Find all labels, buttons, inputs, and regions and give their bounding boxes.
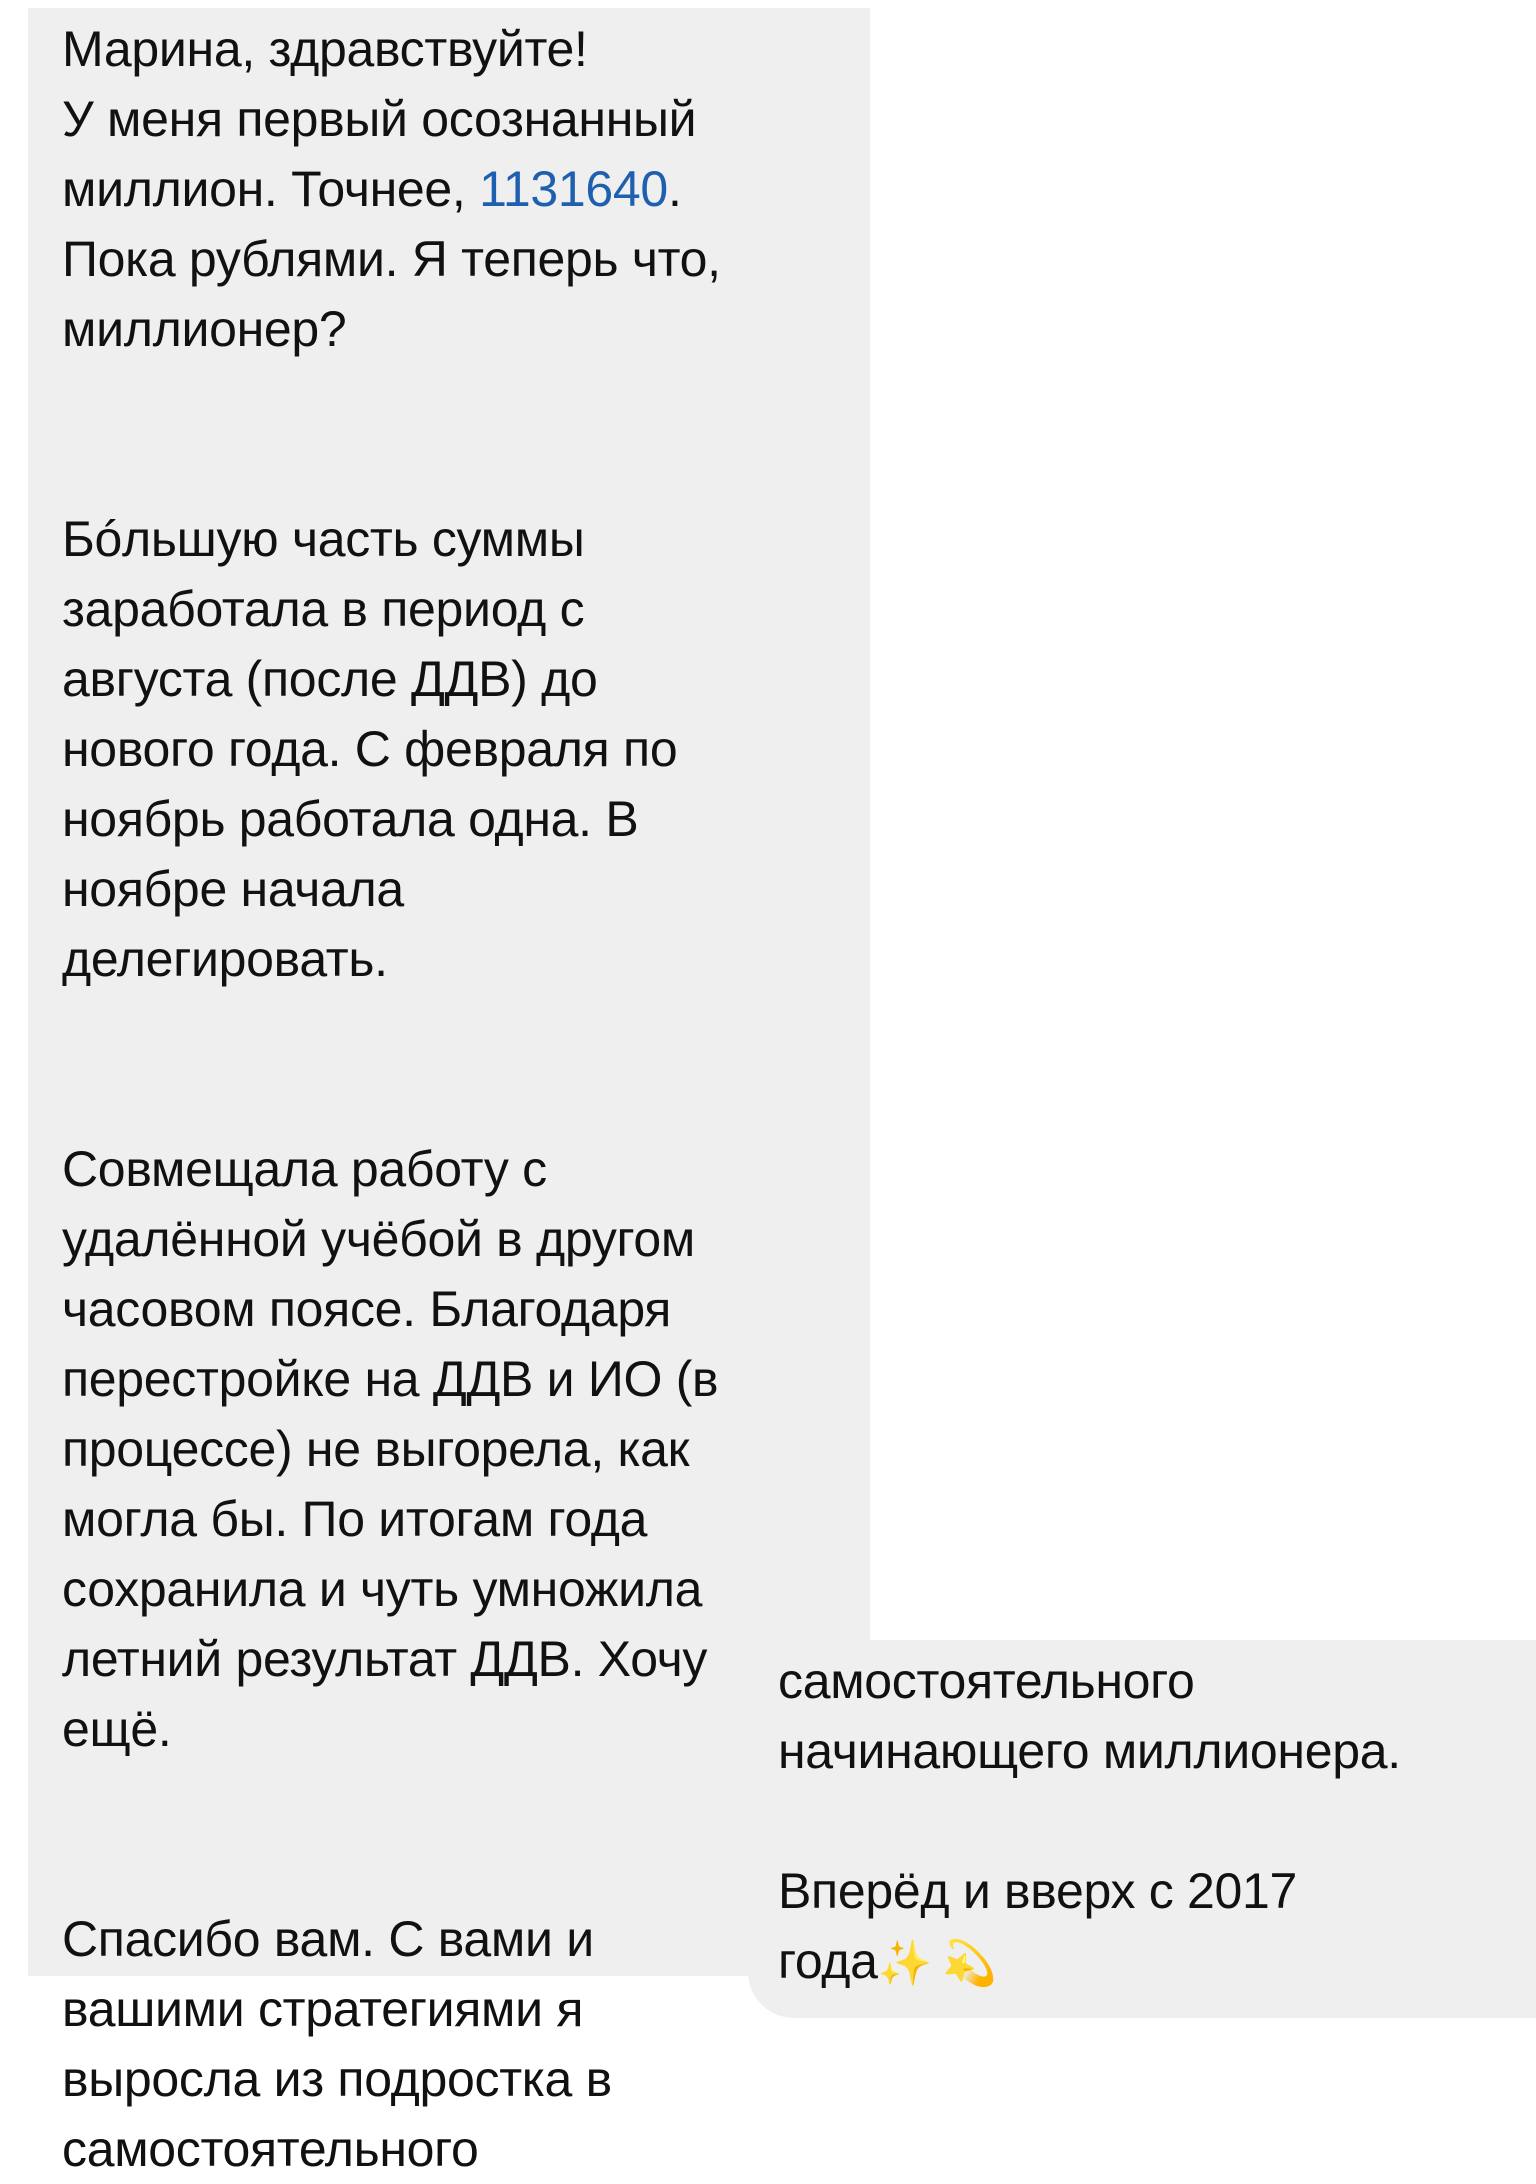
message-line: августа (после ДДВ) до bbox=[62, 651, 598, 707]
message-line: летний результат ДДВ. Хочу bbox=[62, 1631, 708, 1687]
message-line: ноябрь работала одна. В bbox=[62, 791, 639, 847]
message-line: удалённой учёбой в другом bbox=[62, 1211, 695, 1267]
paragraph-gap bbox=[778, 1786, 1536, 1856]
message-line: Марина, здравствуйте! bbox=[62, 21, 588, 77]
message-paragraph-closing bbox=[778, 1856, 1536, 1999]
message-line: могла бы. По итогам года bbox=[62, 1491, 648, 1547]
amount-number-link[interactable]: 1131640 bbox=[479, 161, 668, 217]
message-line-text: года bbox=[778, 1933, 878, 1989]
paragraph-gap bbox=[62, 994, 870, 1064]
message-line-with-emoji bbox=[778, 1926, 1536, 1999]
paragraph-gap bbox=[62, 434, 870, 504]
message-line-amount bbox=[62, 154, 870, 224]
message-paragraph-2 bbox=[62, 504, 870, 994]
message-line: Вперёд и вверх с 2017 bbox=[778, 1863, 1298, 1919]
message-line: делегировать. bbox=[62, 931, 388, 987]
message-line: самостоятельного bbox=[778, 1653, 1195, 1709]
message-line-text: . bbox=[667, 161, 682, 217]
message-bubble-left bbox=[28, 8, 870, 2177]
paragraph-gap bbox=[62, 1064, 870, 1134]
sparkles-icon: ✨ bbox=[877, 1938, 933, 1989]
message-bubble-right bbox=[748, 1640, 1536, 2018]
message-line: сохранила и чуть умножила bbox=[62, 1561, 703, 1617]
message-line: начинающего миллионера. bbox=[778, 1723, 1401, 1779]
message-line: миллионер? bbox=[62, 301, 347, 357]
message-line: ещё. bbox=[62, 1701, 172, 1757]
message-line: часовом поясе. Благодаря bbox=[62, 1281, 672, 1337]
message-line: выросла из подростка в bbox=[62, 2051, 612, 2107]
message-line: нового года. С февраля по bbox=[62, 721, 678, 777]
message-line: ноябре начала bbox=[62, 861, 404, 917]
paragraph-gap bbox=[62, 364, 870, 434]
message-line: перестройке на ДДВ и ИО (в bbox=[62, 1351, 719, 1407]
message-line-text: миллион. Точнее, bbox=[62, 161, 480, 217]
message-line: процессе) не выгорела, как bbox=[62, 1421, 690, 1477]
message-line: Пока рублями. Я теперь что, bbox=[62, 231, 721, 287]
dizzy-icon: 💫 bbox=[942, 1938, 997, 1989]
message-paragraph-continued bbox=[778, 1646, 1536, 1786]
message-line: Бóльшую часть суммы bbox=[62, 511, 585, 567]
message-line: самостоятельного bbox=[62, 2121, 479, 2177]
message-line: Совмещала работу с bbox=[62, 1141, 547, 1197]
message-line: У меня первый осознанный bbox=[62, 91, 697, 147]
message-line: Спасибо вам. С вами и bbox=[62, 1911, 594, 1967]
message-paragraph-1 bbox=[62, 14, 870, 364]
message-line: вашими стратегиями я bbox=[62, 1981, 584, 2037]
message-line: заработала в период с bbox=[62, 581, 585, 637]
